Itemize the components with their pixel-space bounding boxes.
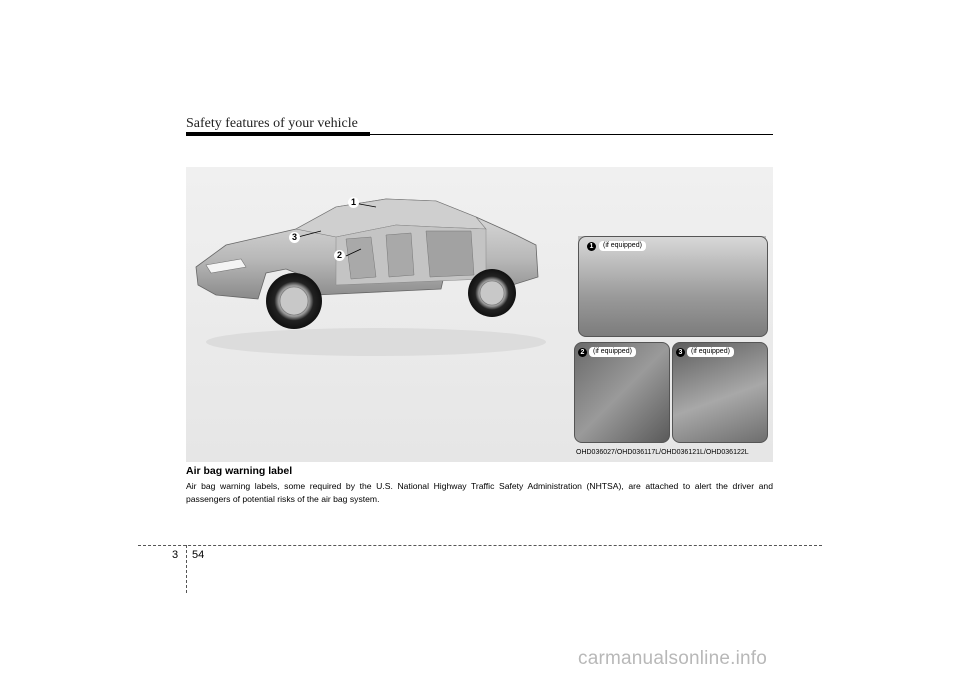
- header-rule-accent: [186, 132, 370, 136]
- inset-2-tag: (if equipped): [589, 347, 636, 357]
- section-body: Air bag warning labels, some required by the U.S. National Highway Traffic Safety Administration (NHTSA), are attached to alert the driver and passengers of potential risks of the air bag system.: [186, 481, 773, 504]
- inset-2-badge: 2: [578, 348, 587, 357]
- figure-code: OHD036027/OHD036117L/OHD036121L/OHD036122L: [576, 449, 749, 456]
- inset-1-badge: 1: [587, 242, 596, 251]
- footer-rule: [138, 545, 822, 546]
- inset-overhead-console: [578, 236, 768, 337]
- callout-2: 2: [334, 250, 345, 261]
- inset-3-badge: 3: [676, 348, 685, 357]
- watermark: carmanualsonline.info: [578, 648, 768, 669]
- inset-dashboard: [672, 342, 768, 443]
- airbag-label-figure: [186, 167, 773, 462]
- chapter-number: 3: [172, 549, 179, 561]
- inset-3-tag: (if equipped): [687, 347, 734, 357]
- page-number: 54: [192, 549, 205, 561]
- inset-b-pillar: [574, 342, 670, 443]
- inset-1-tag: (if equipped): [599, 241, 646, 251]
- header-title: Safety features of your vehicle: [186, 116, 358, 131]
- callout-3: 3: [289, 232, 300, 243]
- footer-vertical-rule: [186, 545, 187, 593]
- callout-1: 1: [348, 197, 359, 208]
- section-heading: Air bag warning label: [186, 465, 293, 477]
